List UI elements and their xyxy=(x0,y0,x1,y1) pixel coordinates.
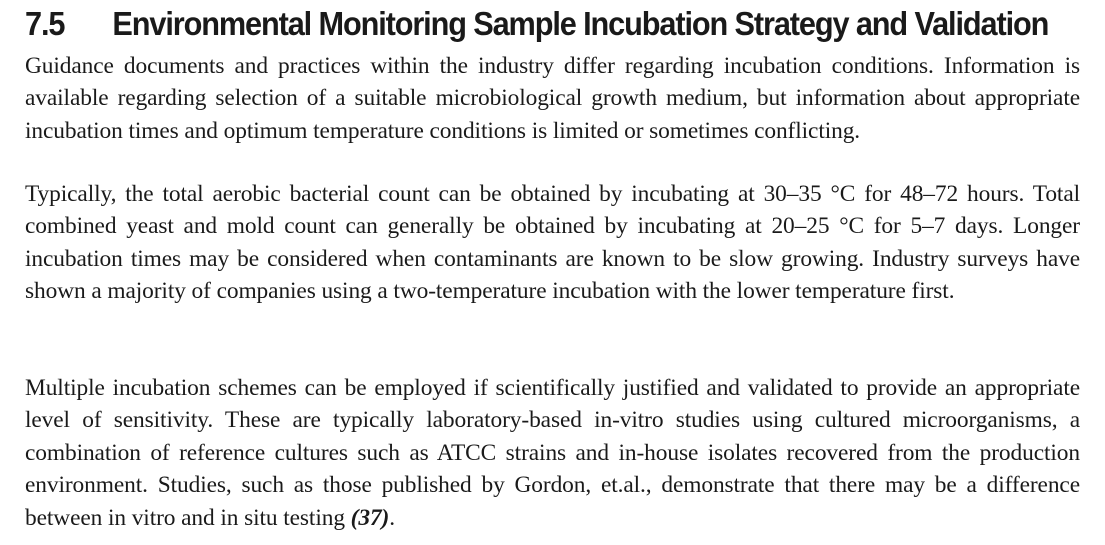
paragraph-incubation-schemes xyxy=(25,372,1080,534)
section-number: 7.5 xyxy=(25,5,65,42)
paragraph-incubation-guidance: Guidance documents and practices within the industry differ regarding incubation conditions. Information is available regarding selection of a suitable microbiological growth medium, but information about appropriate incubation times and optimum temperature conditions is limited or sometimes conflicting. xyxy=(25,53,1080,144)
document-page xyxy=(25,0,1080,531)
paragraph-schemes-text: Multiple incubation schemes can be employed if scientifically justified and validated to provide an appropriate level of sensitivity. These are typically laboratory-based in-vitro studies using cultured microorganisms, a combination of reference cultures such as ATCC strains and in-house isolates recovered from the production environment. Studies, such as those published by Gordon, et.al., demonstrate that there may be a difference between in vitro and in situ testing xyxy=(25,375,1080,531)
section-heading xyxy=(25,2,1049,52)
citation-reference[interactable]: (37) xyxy=(350,504,390,531)
paragraph-typical-incubation: Typically, the total aerobic bacterial count can be obtained by incubating at 30–35 °C for 48–72 hours. Total combined yeast and mold count can generally be obtained by incubating at 20–25 °C for 5–7 days. Longer incubation times may be considered when contaminants are known to be slow growing. Industry surveys have shown a majority of companies using a two-temperature incubation with the lower temperature first. xyxy=(25,181,1080,305)
paragraph-schemes-end: . xyxy=(389,504,395,531)
section-title: Environmental Monitoring Sample Incubation Strategy and Validation xyxy=(112,5,1049,42)
